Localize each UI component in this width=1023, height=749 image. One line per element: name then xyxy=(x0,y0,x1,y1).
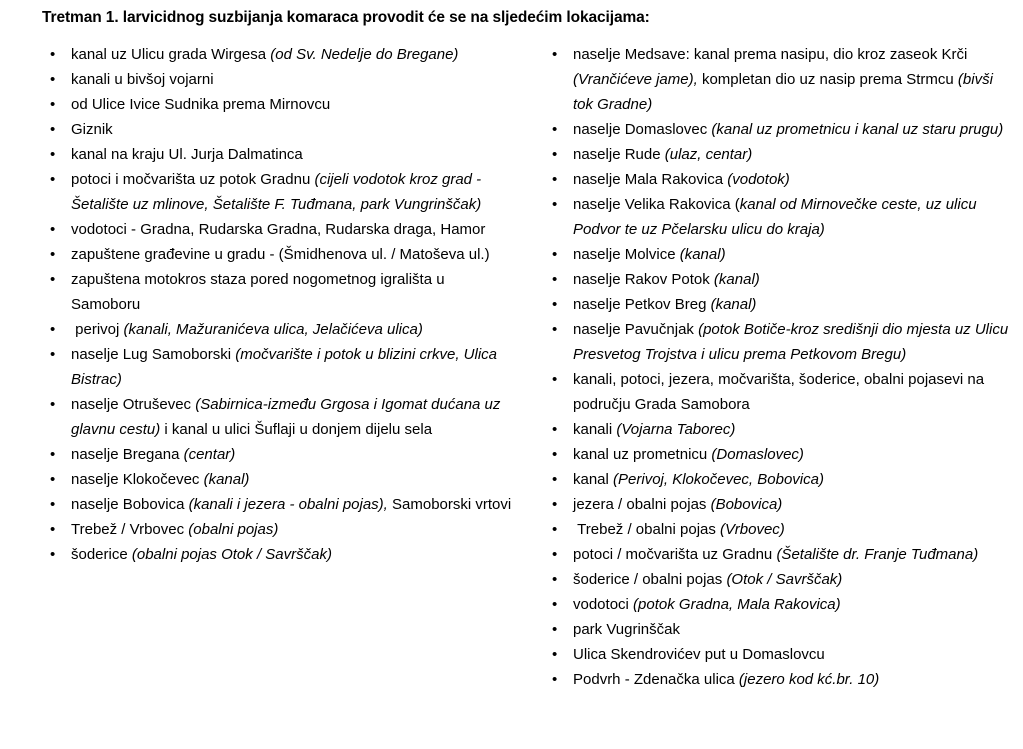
text-segment: naselje Rude xyxy=(573,146,665,163)
list-item xyxy=(42,167,514,217)
list-item xyxy=(42,517,514,542)
list-item xyxy=(544,292,1016,317)
text-segment: kanal xyxy=(573,471,614,488)
text-segment: (potok Gradna, Mala Rakovica) xyxy=(633,596,841,613)
text-segment: vodotoci xyxy=(573,596,634,613)
text-segment: naselje Rakov Potok xyxy=(573,271,714,288)
list-item xyxy=(544,667,1016,692)
text-segment: kanal od Mirnovečke ceste, uz ulicu Podvor te uz Pčelarsku ulicu do kraja) xyxy=(573,196,981,238)
text-segment: (bivši tok Gradne) xyxy=(573,71,998,113)
text-segment: (Bobovica) xyxy=(710,496,783,513)
text-segment: (od Sv. Nedelje do Bregane) xyxy=(270,46,459,63)
text-segment: naselje Domaslovec xyxy=(573,121,712,138)
list-item xyxy=(42,317,514,342)
list-item xyxy=(42,117,514,142)
text-segment: Trebež / obalni pojas xyxy=(573,521,721,538)
list-item xyxy=(544,317,1016,367)
text-segment: jezera / obalni pojas xyxy=(573,496,711,513)
text-segment: Podvrh - Zdenačka ulica xyxy=(573,671,739,688)
list-item xyxy=(544,142,1016,167)
text-segment: potoci i močvarišta uz potok Gradnu xyxy=(71,171,315,188)
text-segment: i kanal u ulici Šuflaji u donjem dijelu sela xyxy=(160,421,433,438)
text-segment: (Perivoj, Klokočevec, Bobovica) xyxy=(613,471,824,488)
list-item xyxy=(544,367,1016,417)
list-item xyxy=(544,167,1016,192)
text-segment: (kanali, Mažuranićeva ulica, Jelačićeva ulica) xyxy=(123,321,423,338)
text-segment: naselje Mala Rakovica xyxy=(573,171,728,188)
left-column-list xyxy=(42,42,514,692)
list-item xyxy=(544,242,1016,267)
text-segment: naselje Otruševec xyxy=(71,396,196,413)
list-item xyxy=(544,542,1016,567)
text-segment: (centar) xyxy=(183,446,236,463)
text-segment: kanal uz Ulicu grada Wirgesa xyxy=(71,46,271,63)
list-item xyxy=(544,592,1016,617)
list-item xyxy=(42,542,514,567)
text-segment: kanali xyxy=(573,421,617,438)
text-segment: (Sabirnica-između Grgosa i Igomat dućana uz glavnu cestu) xyxy=(71,396,505,438)
text-segment: vodotoci - Gradna, Rudarska Gradna, Rudarska draga, Hamor xyxy=(71,221,486,238)
text-segment: kanal uz prometnicu xyxy=(573,446,712,463)
text-segment: naselje Medsave: kanal prema nasipu, dio kroz zaseok Krči xyxy=(573,46,972,63)
text-segment: (potok Botiče-kroz središnji dio mjesta uz Ulicu Presvetog Trojstva i ulicu prema Petkovom Bregu) xyxy=(573,321,1013,363)
list-item xyxy=(544,42,1016,117)
text-segment: naselje Lug Samoborski xyxy=(71,346,236,363)
list-item xyxy=(544,442,1016,467)
list-item xyxy=(42,142,514,167)
page-title: Tretman 1. larvicidnog suzbijanja komaraca provodit će se na sljedećim lokacijama: xyxy=(42,9,650,26)
text-segment: kanal na kraju Ul. Jurja Dalmatinca xyxy=(71,146,303,163)
text-segment: šoderice xyxy=(71,546,132,563)
list-item xyxy=(544,617,1016,642)
list-item xyxy=(42,217,514,242)
list-item xyxy=(42,242,514,267)
text-segment: naselje Klokočevec xyxy=(71,471,204,488)
list-item xyxy=(544,642,1016,667)
list-item xyxy=(544,467,1016,492)
text-segment: Giznik xyxy=(71,121,113,138)
right-column-list xyxy=(544,42,1016,692)
list-item xyxy=(544,492,1016,517)
list-item xyxy=(42,342,514,392)
text-segment: (Vrančićeve jame), xyxy=(573,71,698,88)
text-segment: perivoj xyxy=(71,321,124,338)
text-segment: (obalni pojas Otok / Savrščak) xyxy=(131,546,332,563)
list-item xyxy=(544,192,1016,242)
list-item xyxy=(544,517,1016,542)
text-segment: naselje Petkov Breg xyxy=(573,296,711,313)
text-segment: Trebež / Vrbovec xyxy=(71,521,189,538)
text-segment: šoderice / obalni pojas xyxy=(573,571,727,588)
list-item xyxy=(544,417,1016,442)
list-item xyxy=(544,567,1016,592)
text-segment: naselje Molvice xyxy=(573,246,680,263)
text-segment: (kanal) xyxy=(679,246,726,263)
text-segment: kanali, potoci, jezera, močvarišta, šoderice, obalni pojasevi na području Grada Samobora xyxy=(573,371,989,413)
text-segment: (jezero kod kć.br. 10) xyxy=(738,671,880,688)
list-item xyxy=(42,42,514,67)
text-segment: zapuštena motokros staza pored nogometnog igrališta u Samoboru xyxy=(71,271,449,313)
list-item xyxy=(42,267,514,317)
list-item xyxy=(544,117,1016,142)
text-segment: (cijeli vodotok kroz grad - Šetalište uz mlinove, Šetalište F. Tuđmana, park Vungrinščak) xyxy=(71,171,486,213)
list-item xyxy=(544,267,1016,292)
text-segment: naselje Pavučnjak xyxy=(573,321,699,338)
text-segment: park Vugrinščak xyxy=(573,621,680,638)
text-segment: (kanal) xyxy=(710,296,757,313)
text-segment: naselje Velika Rakovica ( xyxy=(573,196,740,213)
text-segment: (Šetalište dr. Franje Tuđmana) xyxy=(776,546,979,563)
text-segment: (Vojarna Taborec) xyxy=(616,421,736,438)
text-segment: (kanali i jezera - obalni pojas), xyxy=(188,496,388,513)
text-segment: zapuštene građevine u gradu - (Šmidhenova ul. / Matoševa ul.) xyxy=(71,246,490,263)
two-column-list xyxy=(42,42,1018,692)
text-segment: kompletan dio uz nasip prema Strmcu xyxy=(697,71,958,88)
text-segment: (Vrbovec) xyxy=(720,521,785,538)
text-segment: naselje Bobovica xyxy=(71,496,189,513)
text-segment: naselje Bregana xyxy=(71,446,184,463)
text-segment: kanali u bivšoj vojarni xyxy=(71,71,214,88)
text-segment: Samoborski vrtovi xyxy=(387,496,512,513)
list-item xyxy=(42,442,514,467)
list-item xyxy=(42,467,514,492)
text-segment: (Otok / Savrščak) xyxy=(726,571,843,588)
text-segment: potoci / močvarišta uz Gradnu xyxy=(573,546,777,563)
text-segment: Ulica Skendrovićev put u Domaslovcu xyxy=(573,646,825,663)
list-item xyxy=(42,392,514,442)
text-segment: (vodotok) xyxy=(727,171,790,188)
text-segment: (močvarište i potok u blizini crkve, Ulica Bistrac) xyxy=(71,346,502,388)
text-segment: (kanal) xyxy=(203,471,250,488)
list-item xyxy=(42,92,514,117)
text-segment: od Ulice Ivice Sudnika prema Mirnovcu xyxy=(71,96,331,113)
list-item xyxy=(42,492,514,517)
text-segment: (kanal) xyxy=(713,271,760,288)
text-segment: (Domaslovec) xyxy=(711,446,804,463)
text-segment: (ulaz, centar) xyxy=(664,146,753,163)
list-item xyxy=(42,67,514,92)
text-segment: (kanal uz prometnicu i kanal uz staru prugu) xyxy=(711,121,1004,138)
text-segment: (obalni pojas) xyxy=(188,521,279,538)
